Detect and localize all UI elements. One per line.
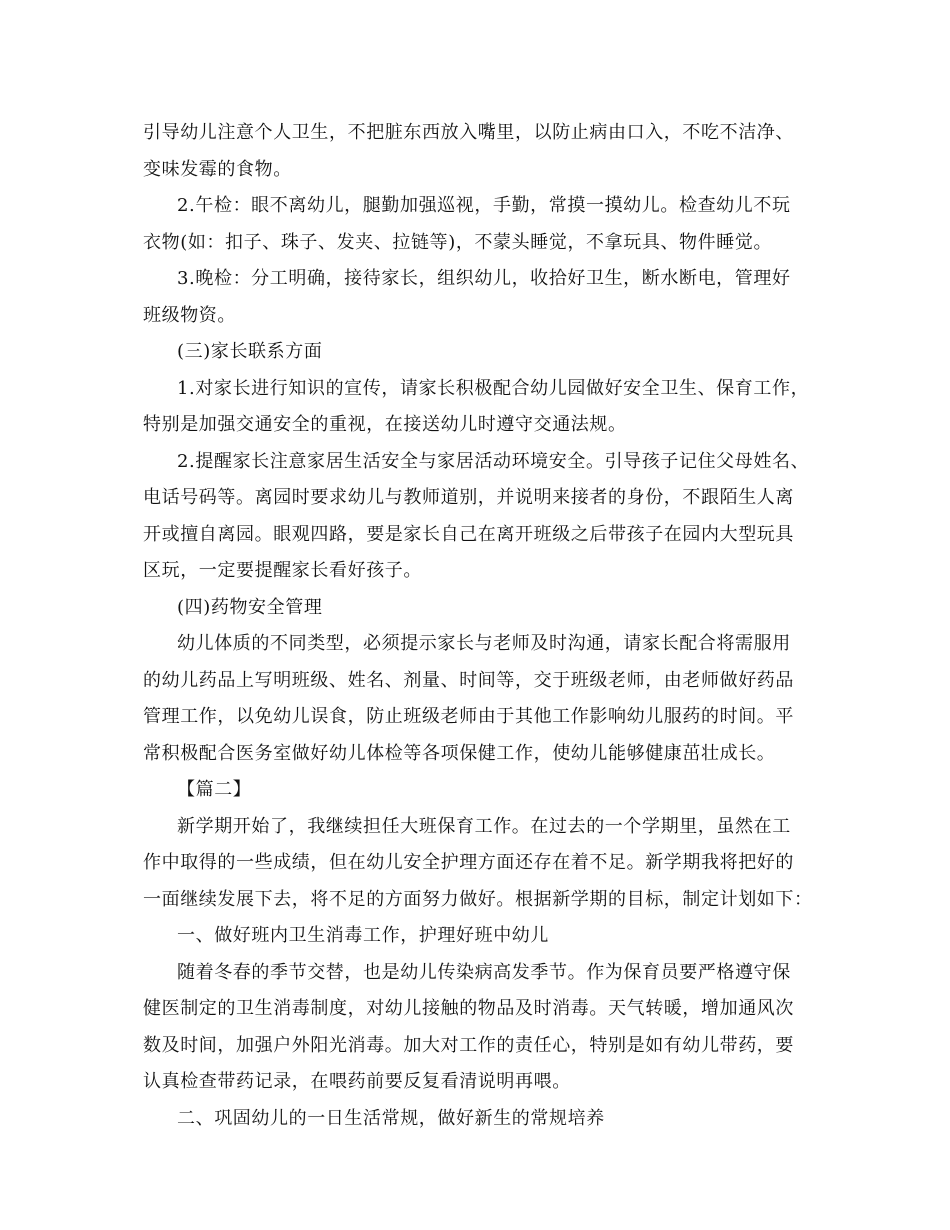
text-line: 一面继续发展下去，将不足的方面努力做好。根据新学期的目标，制定计划如下： — [143, 888, 813, 910]
text-line: (三)家长联系方面 — [177, 341, 323, 362]
text-line: 认真检查带药记录，在喂药前要反复看清说明再喂。 — [143, 1071, 571, 1092]
text-line: 班级物资。 — [143, 304, 236, 326]
text-line: 区玩，一定要提醒家长看好孩子。 — [143, 560, 422, 581]
text-line: 作中取得的一些成绩，但在幼儿安全护理方面还存在着不足。新学期我将把好的 — [143, 852, 794, 873]
text-line: 3.晚检：分工明确，接待家长，组织幼儿，收拾好卫生，断水断电，管理好 — [177, 268, 791, 289]
text-line: 二、巩固幼儿的一日生活常规，做好新生的常规培养 — [177, 1107, 605, 1129]
text-line: 健医制定的卫生消毒制度，对幼儿接触的物品及时消毒。天气转暖，增加通风次 — [143, 998, 794, 1019]
text-line: 的幼儿药品上写明班级、姓名、剂量、时间等，交于班级老师，由老师做好药品 — [143, 669, 794, 691]
text-line: 【篇二】 — [177, 779, 252, 800]
text-line: 引导幼儿注意个人卫生，不把脏东西放入嘴里，以防止病由口入，不吃不洁净、 — [143, 122, 794, 143]
text-line: 数及时间，加强户外阳光消毒。加大对工作的责任心，特别是如有幼儿带药，要 — [143, 1034, 794, 1056]
document-body — [143, 115, 813, 1137]
text-line: 一、做好班内卫生消毒工作，护理好班中幼儿 — [177, 925, 549, 946]
text-line: 新学期开始了，我继续担任大班保育工作。在过去的一个学期里，虽然在工 — [177, 815, 791, 837]
text-line: 幼儿体质的不同类型，必须提示家长与老师及时沟通，请家长配合将需服用 — [177, 633, 791, 654]
text-line: 1.对家长进行知识的宣传，请家长积极配合幼儿园做好安全卫生、保育工作， — [177, 377, 810, 399]
text-line: (四)药物安全管理 — [177, 596, 323, 618]
text-line: 衣物(如：扣子、珠子、发夹、拉链等)，不蒙头睡觉，不拿玩具、物件睡觉。 — [143, 231, 773, 253]
text-line: 电话号码等。离园时要求幼儿与教师道别，并说明来接者的身份，不跟陌生人离 — [143, 487, 794, 508]
text-line: 常积极配合医务室做好幼儿体检等各项保健工作，使幼儿能够健康茁壮成长。 — [143, 742, 776, 764]
text-line: 特别是加强交通安全的重视，在接送幼儿时遵守交通法规。 — [143, 414, 627, 435]
text-line: 2.提醒家长注意家居生活安全与家居活动环境安全。引导孩子记住父母姓名、 — [177, 450, 810, 472]
text-line: 2.午检：眼不离幼儿，腿勤加强巡视，手勤，常摸一摸幼儿。检查幼儿不玩 — [177, 195, 791, 216]
text-line: 变味发霉的食物。 — [143, 158, 292, 180]
text-line: 开或擅自离园。眼观四路，要是家长自己在离开班级之后带孩子在园内大型玩具 — [143, 523, 794, 545]
text-line: 管理工作，以免幼儿误食，防止班级老师由于其他工作影响幼儿服药的时间。平 — [143, 706, 794, 727]
text-line: 随着冬春的季节交替，也是幼儿传染病高发季节。作为保育员要严格遵守保 — [177, 961, 791, 983]
